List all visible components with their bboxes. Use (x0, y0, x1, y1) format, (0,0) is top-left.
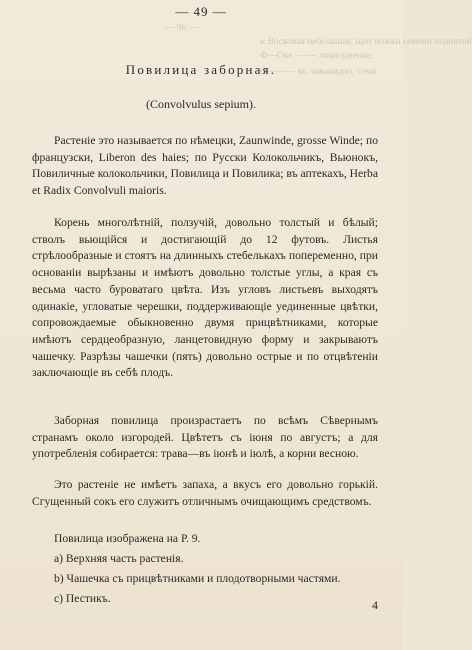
figure-legend-item: b) Чашечка съ прицвѣтниками и плодотворными частями. (54, 572, 341, 585)
paragraph-text: Заборная повилица произрастаетъ по всѣмъ Сѣвернымъ странамъ около изгородей. Цвѣтетъ съ іюня по августъ; а для употребленія собирается: трава—въ іюнѣ и іюлѣ, а корни весною. (32, 414, 378, 461)
figure-legend (32, 529, 378, 609)
bleed-through-text: — 96 — (165, 23, 199, 33)
latin-name: (Convolvulus sepium). (146, 97, 256, 111)
bleed-through-text: О——— въ ливовидно, семя (260, 67, 377, 77)
paragraph-text: Это растеніе не имѣетъ запаха, а вкусъ его довольно горькій. Сгущенный сокъ его служитъ отличнымъ очищающимъ средствомъ. (32, 478, 378, 508)
bleed-through-text: и Восковая небольшая, щит ножки семени поднятой (260, 37, 472, 47)
paragraph-names (32, 133, 378, 200)
figure-legend-item: a) Верхняя часть растенія. (54, 552, 184, 565)
page-title: Повилица заборная. (125, 62, 277, 77)
figure-legend-item: c) Пестикъ. (54, 592, 111, 605)
signature-mark: 4 (372, 598, 378, 612)
figure-legend-lead: Повилица изображена на Р. 9. (54, 532, 201, 545)
paragraph-habitat (32, 413, 378, 463)
paragraph-text: Растеніе это называется по нѣмецки, Zaunwinde, grosse Winde; по французски, Liberon des haies; по Русски Колокольчикъ, Вьюнокъ, Повиличные колокольчики, Повилица и Повилика; въ аптекахъ, Herba et Radix Convolvuli maioris. (32, 134, 378, 198)
page-number: — 49 — (175, 4, 227, 19)
bleed-through-text: Ф—Оке, —— ливнорнение, (260, 51, 374, 61)
paragraph-description (32, 215, 378, 382)
paragraph-properties (32, 477, 378, 510)
paragraph-text: Корень многолѣтній, ползучій, довольно толстый и бѣлый; стволъ вьющійся и достигающій до 12 футовъ. Листья стрѣлообразные и стоятъ на длинныхъ стебелькахъ попеременно, при основаніи вырѣзаны и имѣютъ довольно толстые углы, а края съ весьма часто буроватаго цвѣта. Изъ угловъ листьевъ выходятъ одинакіе, угловатые черешки, поддерживающіе уединенные цвѣтки, сопровождаемые обыкновенно двумя прицвѣтниками, которые имѣютъ сердцеобразную, ланцетовидную форму и закрываютъ чашечку. Разрѣзы чашечки (пять) довольно острые и по отцвѣтеніи заключающіе въ себѣ плодъ. (32, 216, 378, 380)
